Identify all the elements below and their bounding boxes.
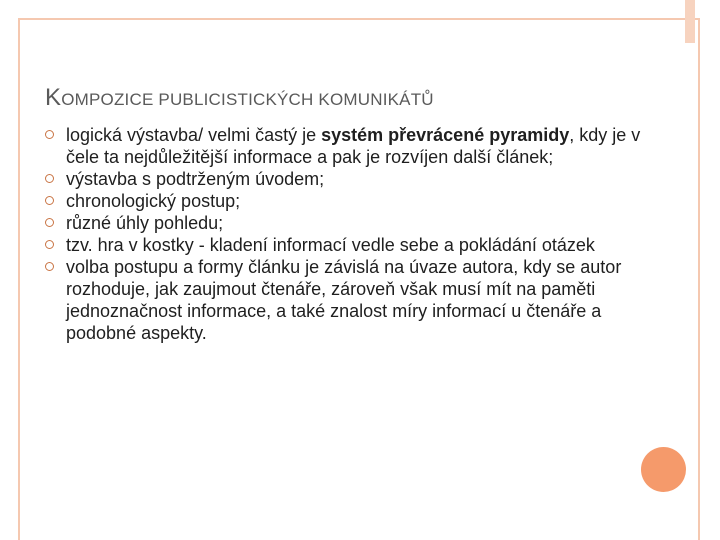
bullet-text: tzv. hra v kostky - kladení informací vedle sebe a pokládání otázek (66, 235, 595, 255)
circle-bullet-icon (45, 196, 54, 205)
bullet-text: volba postupu a formy článku je závislá na úvaze autora, kdy se autor rozhoduje, jak zaujmout čtenáře, zároveň však musí mít na paměti jednoznačnost informace, a také znalost míry informací u čtenáře a podobné aspekty. (66, 257, 622, 343)
list-item (45, 212, 645, 234)
list-item (45, 168, 645, 190)
circle-bullet-icon (45, 130, 54, 139)
list-item (45, 234, 645, 256)
circle-bullet-icon (45, 218, 54, 227)
list-item (45, 190, 645, 212)
bullet-text: různé úhly pohledu; (66, 213, 224, 233)
slide-title (45, 76, 434, 113)
title-rest: OMPOZICE PUBLICISTICKÝCH KOMUNIKÁTŮ (61, 90, 434, 109)
bullet-text: výstavba s podtrženým úvodem; (66, 169, 325, 189)
circle-bullet-icon (45, 174, 54, 183)
bullet-text: logická výstavba/ velmi častý je (66, 125, 322, 145)
bullet-text: , kdy je v čele ta nejdůležitější informace a pak je rozvíjen další článek; (66, 125, 641, 167)
bullet-text: chronologický postup; (66, 191, 241, 211)
list-item (45, 256, 645, 344)
corner-accent (685, 0, 695, 43)
bullet-emphasis: systém převrácené pyramidy (321, 125, 570, 145)
bullet-list (45, 124, 645, 344)
decorative-circle (641, 447, 686, 492)
list-item (45, 124, 645, 168)
circle-bullet-icon (45, 240, 54, 249)
circle-bullet-icon (45, 262, 54, 271)
title-initial: K (45, 84, 62, 111)
